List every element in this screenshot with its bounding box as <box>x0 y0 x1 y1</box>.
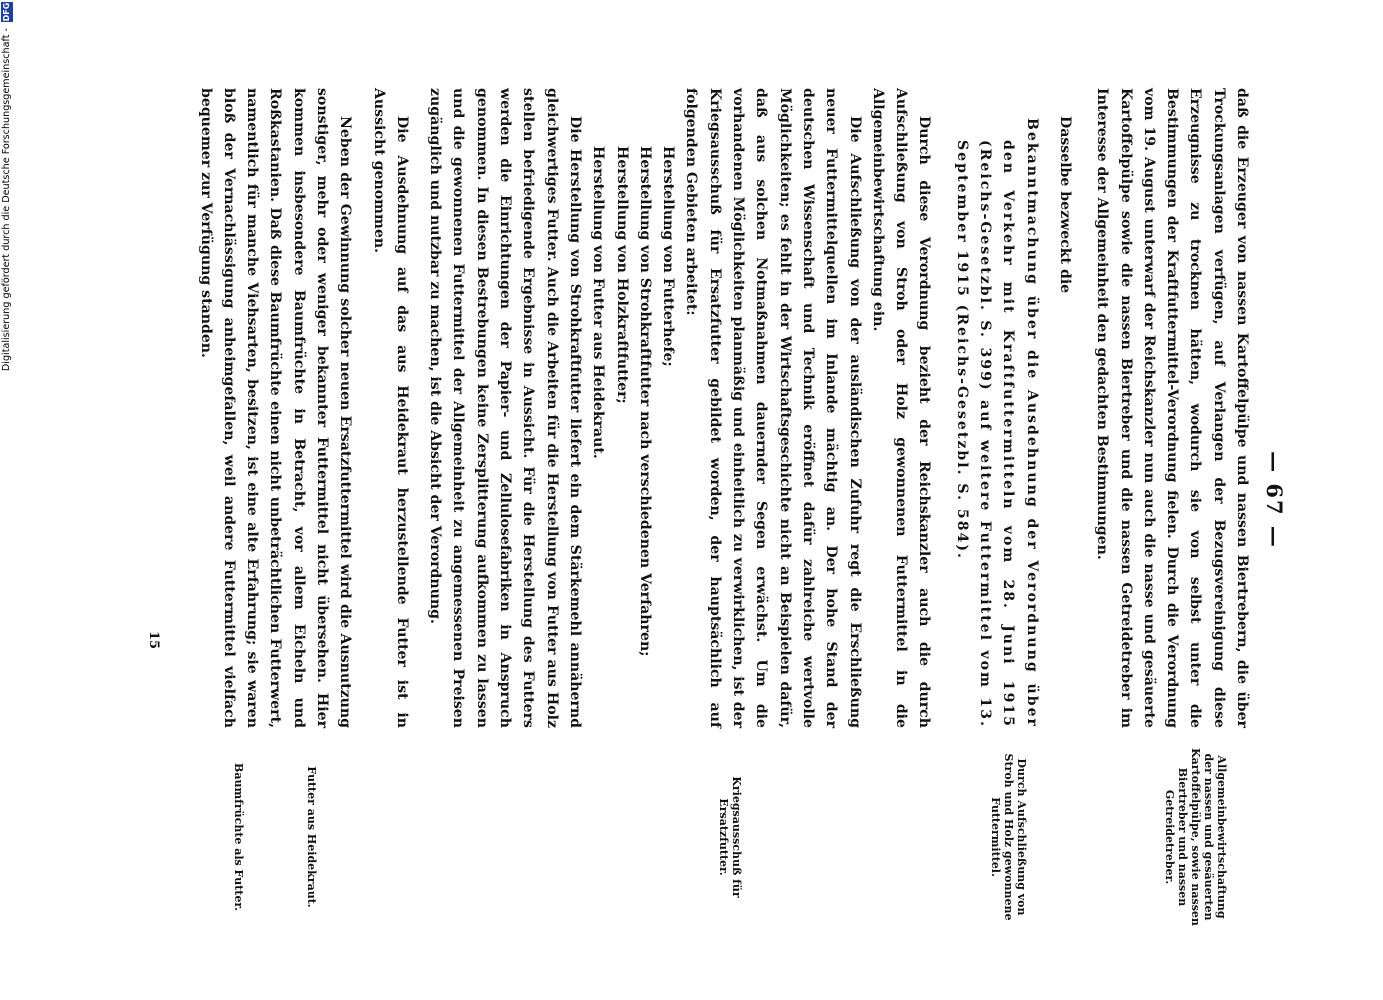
margin-note: Durch Aufschließung von Stroh und Holz gewonnene Futtermittel. <box>989 753 1028 921</box>
page-number: — 67 — <box>1262 451 1287 549</box>
paragraph: Neben der Gewinnung solcher neuen Ersatzfuttermittel wird die Ausnutzung sonstiger, mehr oder weniger bekannter Futtermittel nicht übersehen. Hier kommen insbesondere Baumfrüchte in Betracht, vor allem Eicheln und Roßkastanien. Daß diese Baumfrüchte einen nicht unbeträchtlichen Futterwert, namentlich für manche Viehsarten, besitzen, ist eine alte Erfahrung; sie waren bloß der Vernachlässigung anheimgefallen, weil andere Futtermittel vielfach bequemer zur Verfügung standen. <box>197 88 354 728</box>
list-item: Herstellung von Strohkraftfutter nach verschiedenen Verfahren; <box>636 146 653 657</box>
margin-note: Kriegsausschuß für Ersatzfutter. <box>717 776 743 898</box>
digitization-credit <box>0 0 13 1000</box>
list-item: Herstellung von Futterhefe; <box>660 146 677 367</box>
footer-page-number: 15 <box>146 630 161 650</box>
paragraph: daß die Erzeuger von nassen Kartoffelpülpe und nassen Biertrebern, die über Trockungsanlagen verfügen, auf Verlangen der Bezugsvereinigung diese Erzeugnisse zu trocknen hätten, wodurch sie von selbst unter die Bestimmungen der Kraftfuttermittel-Verordnung fielen. Durch die Verordnung vom 19. August unterwarf der Reichskanzler nun auch die nasse und gesäuerte Kartoffelpülpe sowie die nassen Biertreber und die nassen Getreidetreber im Interesse der Allgemeinheit den gedachten Bestimmungen. <box>1094 88 1250 728</box>
margin-note: Baumfrüchte als Futter. <box>232 763 245 911</box>
paragraph: Die Ausdehnung auf das aus Heidekraut herzustellende Futter ist in Aussicht genommen. <box>370 88 410 728</box>
margin-note: Allgemeinbewirtschaftung der nassen und gesäuerten Kartoffelpülpe, sowie nassen Biertreber und nassen Getreidetreber. <box>1163 748 1228 926</box>
law-reference: Bekanntmachung über die Ausdehnung der Verordnung über den Verkehr mit Kraftfuttermitteln vom 28. Juni 1915 (Reichs-Gesetzbl. S. 399) auf weitere Futtermittel vom 13. September 1915 (Reichs-Gesetzbl. S. 584). <box>953 118 1040 728</box>
dfg-logo-icon: DFG <box>2 2 11 22</box>
margin-note: Futter aus Heidekraut. <box>305 766 318 908</box>
credit-text: Digitalisierung gefördert durch die Deutsche Forschungsgemeinschaft - <box>1 28 12 372</box>
paragraph: Die Herstellung von Strohkraftfutter liefert ein dem Stärkemehl annähernd gleichwertiges Futter. Auch die Arbeiten für die Herstellung von Futter aus Holz stellen befriedigende Ergebnisse in Aussicht. Für die Herstellung des Futters werden die Einrichtungen der Papier- und Zellulosefabriken in Anspruch genommen. In diesen Bestrebungen keine Zersplitterung aufkommen zu lassen und die gewonnenen Futtermittel der Allgemeinheit zu angemessenen Preisen zugänglich und nutzbar zu machen, ist die Absicht der Verordnung. <box>427 88 583 728</box>
paragraph: Die Aufschließung von der ausländischen Zufuhr regt die Erschließung neuer Futtermittelquellen im Inlande mächtig an. Der hohe Stand der deutschen Wissenschaft und Technik eröffnet dafür zahlreiche wertvolle Möglichkeiten; es fehlt in der Wirtschaftsgeschichte nicht an Beispielen dafür, daß aus solchen Notmaßnahmen dauernder Segen erwächst. Um die vorhandenen Möglichkeiten planmäßig und einheitlich zu verwirklichen, ist der Kriegsausschuß für Ersatzfutter gebildet worden, der hauptsächlich auf folgenden Gebieten arbeitet: <box>683 88 863 728</box>
list-item: Herstellung von Holzkraftfutter; <box>613 146 630 404</box>
margin-notes <box>0 748 1383 926</box>
paragraph: Durch diese Verordnung bezieht der Reichskanzler auch die durch Aufschließung von Stroh oder Holz gewonnenen Futtermittel in die Allgemeinbewirtschaftung ein. <box>869 88 933 728</box>
paragraph: Dasselbe bezweckt die <box>1056 116 1073 294</box>
body-text <box>193 88 1253 728</box>
list-item: Herstellung von Futter aus Heidekraut. <box>590 146 607 459</box>
